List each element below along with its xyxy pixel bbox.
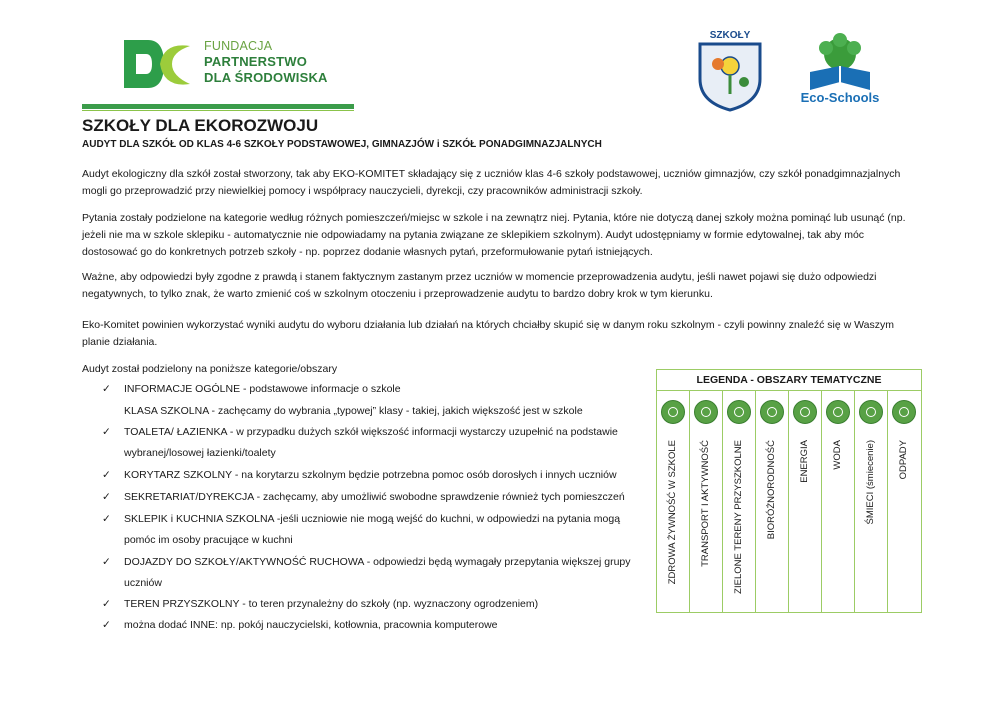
legend-label: ŚMIECI (śmiecenie) (865, 440, 876, 525)
hands-plant-icon (727, 400, 751, 424)
logo-line-1: FUNDACJA (204, 39, 273, 53)
butterfly-icon (760, 400, 784, 424)
sun-icon (793, 400, 817, 424)
page-subtitle: AUDYT DLA SZKÓŁ OD KLAS 4-6 SZKOŁY PODSTAWOWEJ, GIMNAZJÓW i SZKÓŁ PONADGIMNAZJALNYCH (82, 139, 602, 150)
legend-box (656, 369, 922, 613)
list-item-text: można dodać INNE: np. pokój nauczycielski, kotłownia, pracownia komputerowe (124, 619, 498, 631)
legend-column (888, 390, 921, 612)
legend-label: ZDROWA ŻYWNOŚĆ W SZKOLE (667, 440, 678, 585)
checkmark-icon: ✓ (102, 598, 111, 610)
recycle-icon (892, 400, 916, 424)
list-item-text: TEREN PRZYSZKOLNY - to teren przynależny do szkoły (np. wyznaczony ogrodzeniem) (124, 598, 539, 610)
list-item-text: INFORMACJE OGÓLNE - podstawowe informacje o szkole (124, 383, 401, 395)
foundation-logo (120, 30, 360, 100)
checkmark-icon: ✓ (102, 513, 111, 525)
legend-label: ODPADY (898, 440, 909, 480)
legend-label: WODA (832, 440, 843, 470)
szkoly-dla-ekorozwoju-logo (690, 24, 770, 114)
legend-column (723, 390, 756, 612)
paragraph-2: Pytania zostały podzielone na kategorie według różnych pomieszczeń/miejsc w szkole i na zewnątrz niej. Pytania, które nie dotyczą danej szkoły można pominąć lub usunąć (np. jeżeli nie ma w szkole sklepiku - automatycznie nie odpowiadamy na pytania związane ze sklepikiem szkolnym). Audyt udostępniamy w formie edytowalnej, tak aby móc dostosować go do konkretnych potrzeb szkoły - np. poprzez dodanie własnych pytań, przeformułowanie pytań istniejących. (82, 212, 906, 258)
list-item-text: KORYTARZ SZKOLNY - na korytarzu szkolnym będzie potrzebna pomoc osób dorosłych i innych uczniów (124, 469, 617, 481)
paragraph-4: Eko-Komitet powinien wykorzystać wyniki audytu do wyboru działania lub działań na których chciałby skupić się w danym roku szkolnym - czyli powinny znaleźć się w Waszym planie działania. (82, 319, 894, 348)
list-item-text: TOALETA/ ŁAZIENKA - w przypadku dużych szkół większość informacji wystarczy uzupełnić na podstawie wybranej/losowej łazienki/toalety (124, 426, 618, 459)
checkmark-icon: ✓ (102, 619, 111, 631)
checkmark-icon: ✓ (102, 469, 111, 481)
categories-intro: Audyt został podzielony na poniższe kategorie/obszary (82, 363, 338, 375)
header-divider-thin (82, 110, 354, 111)
legend-label: ENERGIA (799, 440, 810, 483)
legend-label: ZIELONE TERENY PRZYSZKOLNE (733, 440, 744, 594)
list-item-text: DOJAZDY DO SZKOŁY/AKTYWNOŚĆ RUCHOWA - odpowiedzi będą wymagały przepytania większej grupy uczniów (124, 556, 631, 589)
logo-line-2: PARTNERSTWO (204, 54, 308, 69)
foundation-logo-mark (120, 36, 196, 92)
legend-column (789, 390, 822, 612)
legend-title: LEGENDA - OBSZARY TEMATYCZNE (657, 370, 921, 391)
checkmark-icon: ✓ (102, 556, 111, 568)
apple-icon (661, 400, 685, 424)
svg-text:SZKOŁY: SZKOŁY (709, 30, 751, 41)
list-item-text: KLASA SZKOLNA - zachęcamy do wybrania „typowej” klasy - takiej, jakich większość jest w szkole (124, 405, 583, 417)
list-item-text: SEKRETARIAT/DYREKCJA - zachęcamy, aby umożliwić swobodne sprawdzenie również tych pomieszczeń (124, 491, 625, 503)
legend-column (855, 390, 888, 612)
paragraph-3: Ważne, aby odpowiedzi były zgodne z prawdą i stanem faktycznym zastanym przez uczniów w momencie przeprowadzenia audytu, jeśli nawet pojawi się dużo odpowiedzi negatywnych, to tylko znak, że warto zmienić coś w szkolnym otoczeniu i przeprowadzenie audytu to bardzo dobry krok w tym kierunku. (82, 271, 877, 300)
checkmark-icon: ✓ (102, 383, 111, 395)
eco-schools-text: Eco-Schools (800, 90, 880, 105)
header-divider (82, 104, 354, 109)
legend-column (756, 390, 789, 612)
logo-line-3: DLA ŚRODOWISKA (204, 70, 328, 85)
legend-column (690, 390, 723, 612)
paragraph-1: Audyt ekologiczny dla szkół został stworzony, tak aby EKO-KOMITET składający się z uczniów klas 4-6 szkoły podstawowej, uczniów gimnazjów, czy szkół ponadgimnazjalnych mogli go przeprowadzić przy niewielkiej pomocy i współpracy nauczycieli, dyrekcji, czy pracowników administracji szkoły. (82, 168, 901, 197)
checkmark-icon: ✓ (102, 491, 111, 503)
water-drop-icon (826, 400, 850, 424)
legend-label: TRANSPORT I AKTYWNOŚĆ (700, 440, 711, 567)
list-item-text: SKLEPIK i KUCHNIA SZKOLNA -jeśli uczniowie nie mogą wejść do kuchni, w odpowiedzi na pytania mogą pomóc im osoby pracujące w kuchni (124, 513, 621, 546)
legend-column (657, 390, 690, 612)
legend-column (822, 390, 855, 612)
checkmark-icon: ✓ (102, 426, 111, 438)
bicycle-icon (694, 400, 718, 424)
legend-label: BIORÓŻNORODNOŚĆ (766, 440, 777, 540)
trash-bin-icon (859, 400, 883, 424)
page-title: SZKOŁY DLA EKOROZWOJU (82, 116, 319, 135)
foundation-logo-text (204, 38, 328, 86)
